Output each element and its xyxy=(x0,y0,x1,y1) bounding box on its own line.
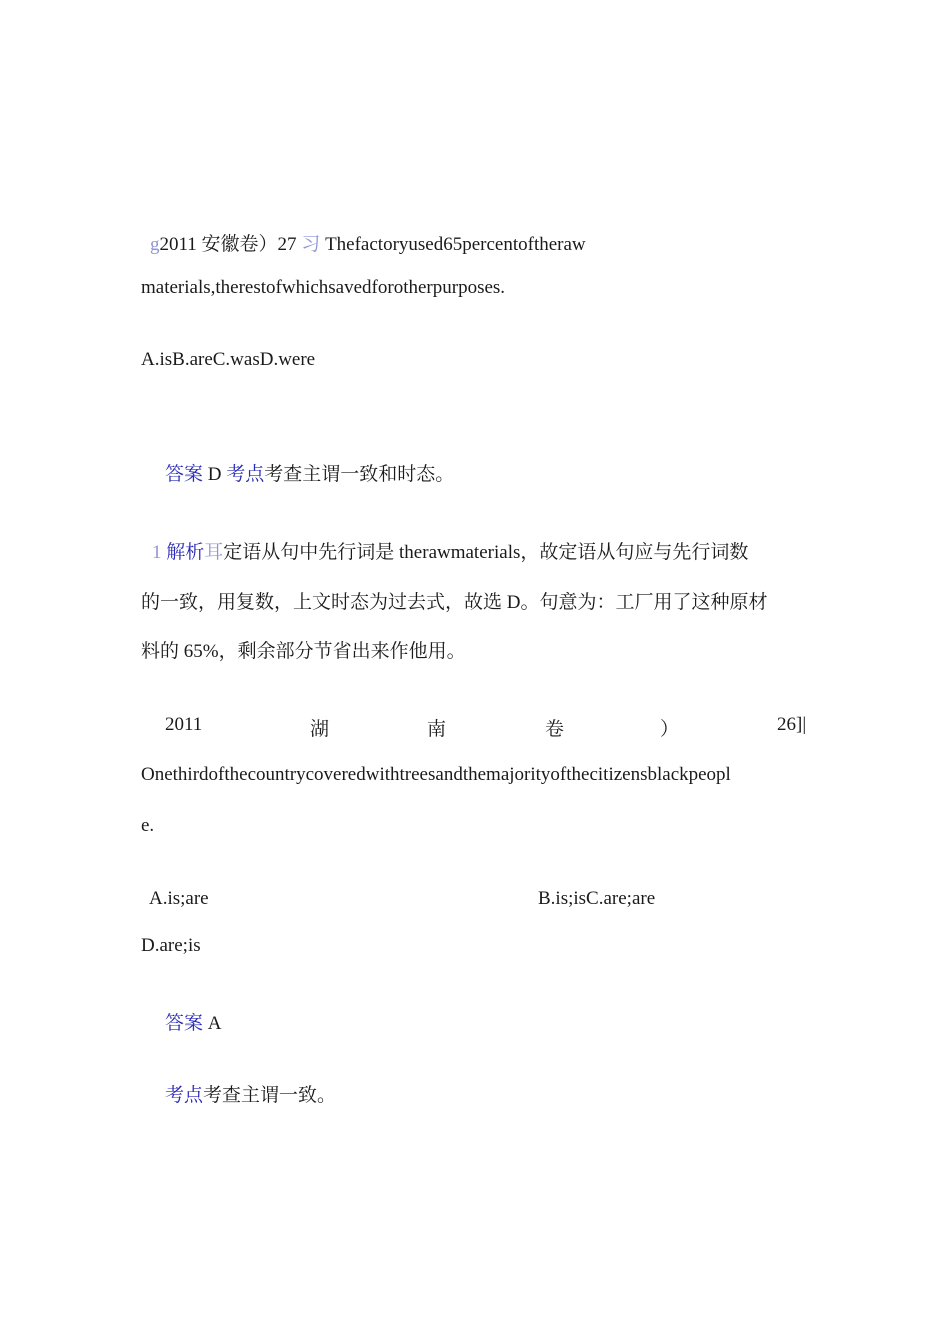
q1-source-line xyxy=(150,229,586,256)
q2-answer-label: 答案 xyxy=(165,1013,204,1034)
q2-source-num: 26]| xyxy=(777,714,807,735)
q1-point-label: 考点 xyxy=(226,464,265,485)
q2-answer-line xyxy=(165,1008,222,1035)
q1-point-text: 考查主谓一致和时态。 xyxy=(264,464,455,485)
q2-source-char-2: 南 xyxy=(427,719,447,740)
q2-stem-line-2: e. xyxy=(141,815,155,836)
q2-source-year: 2011 xyxy=(165,714,203,735)
q1-analysis-text-1: 定语从句中先行词是 therawmaterials，故定语从句应与先行词数 xyxy=(223,542,749,563)
q2-source-char-1: 湖 xyxy=(310,719,330,740)
q1-analysis-line-2: 的一致，用复数，上文时态为过去式，故选 D。句意为：工厂用了这种原材 xyxy=(141,592,768,613)
q1-answer-line xyxy=(165,459,454,486)
q2-point-line xyxy=(165,1080,336,1107)
q1-analysis-line-3: 料的 65%，剩余部分节省出来作他用。 xyxy=(141,641,466,662)
q1-source: 2011 安徽卷）27 xyxy=(159,234,297,255)
q2-point-text: 考查主谓一致。 xyxy=(203,1085,337,1106)
q1-mark: 习 xyxy=(301,234,321,255)
q1-options: A.isB.areC.wasD.were xyxy=(141,349,316,370)
q2-option-d: D.are;is xyxy=(141,935,201,956)
q1-analysis-label: 解析 xyxy=(166,542,205,563)
q1-answer-value: D xyxy=(207,464,222,485)
q1-analysis-mark: 耳 xyxy=(204,542,224,563)
q2-source-char-3: 卷 xyxy=(545,719,565,740)
q1-stem-line-2: materials,therestofwhichsavedforotherpurposes. xyxy=(141,277,506,298)
q2-point-label: 考点 xyxy=(165,1085,204,1106)
q2-stem-line-1: Onethirdofthecountrycoveredwithtreesandthemajorityofthecitizensblackpeopl xyxy=(141,764,731,785)
q1-analysis-line-1 xyxy=(152,537,748,564)
q1-prefix-mark: g xyxy=(150,234,160,255)
q1-answer-label: 答案 xyxy=(165,464,204,485)
q2-option-bc: B.is;isC.are;are xyxy=(538,888,656,909)
q2-option-a: A.is;are xyxy=(149,888,209,909)
q2-source-paren: ） xyxy=(660,719,680,740)
q2-answer-value: A xyxy=(207,1013,222,1034)
q1-analysis-num: 1 xyxy=(152,542,162,563)
q1-stem-line-1: Thefactoryused65percentoftheraw xyxy=(325,234,586,255)
